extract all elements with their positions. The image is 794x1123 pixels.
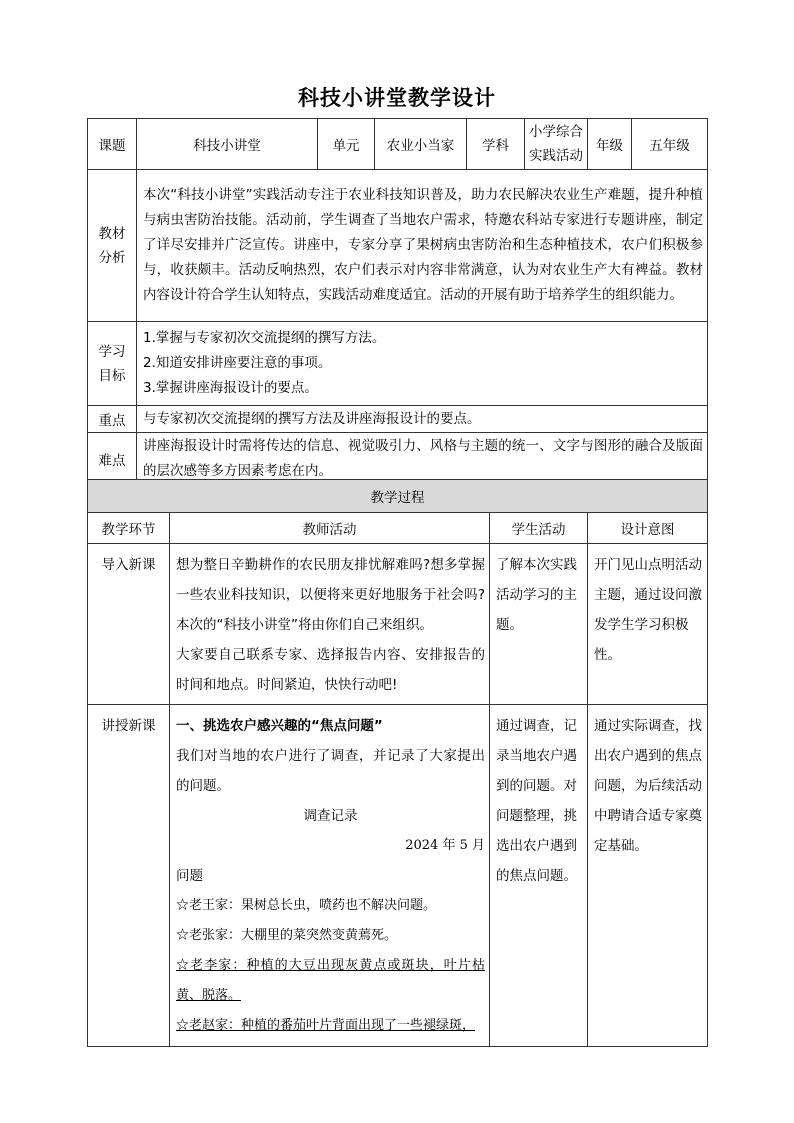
difficulty-label: 难点	[88, 433, 137, 485]
problem-item: ☆老赵家：种植的番茄叶片背面出现了一些褪绿斑，	[176, 1018, 476, 1033]
analysis-label	[88, 170, 137, 322]
goals-label	[88, 322, 137, 406]
difficulty-text: 讲座海报设计时需将传达的信息、视觉吸引力、风格与主题的统一、文字与图形的融合及版面的层次感等多方因素考虑在内。	[137, 433, 708, 485]
teaching-process-table	[87, 479, 708, 1047]
subject-label: 学科	[467, 119, 525, 170]
intro-teacher-p1: 想为整日辛勤耕作的农民朋友排忧解难吗?想多掌握一些农业科技知识，以便将来更好地服务于社会吗?本次的“科技小讲堂”将由你们自己来组织。	[176, 557, 485, 633]
goal-item: 2.知道安排讲座要注意的事项。	[143, 355, 332, 371]
analysis-text: 本次“科技小讲堂”实践活动专注于农业科技知识普及，助力农民解决农业生产难题，提升种植与病虫害防治技能。活动前，学生调查了当地农户需求，特邀农科站专家进行专题讲座，制定了详尽安排并广泛宣传。讲座中，专家分享了果树病虫害防治和生态种植技术，农户们积极参与，收获颇丰。活动反响热烈，农户们表示对内容非常满意，认为对农业生产大有裨益。教材内容设计符合学生认知特点，实践活动难度适宜。活动的开展有助于培养学生的组织能力。	[137, 170, 708, 322]
survey-date: 2024 年 5 月	[405, 838, 485, 853]
survey-title: 调查记录	[303, 808, 358, 824]
process-header: 教学过程	[88, 480, 708, 513]
unit-value: 农业小当家	[375, 119, 467, 170]
grade-value: 五年级	[632, 119, 708, 170]
intro-student-activity: 了解本次实践活动学习的主题。	[490, 544, 588, 705]
unit-label: 单元	[318, 119, 375, 170]
grade-label: 年级	[588, 119, 632, 170]
course-info-table	[87, 118, 708, 485]
column-student: 学生活动	[490, 513, 588, 544]
key-text: 与专家初次交流提纲的撰写方法及讲座海报设计的要点。	[137, 406, 708, 433]
subject-value-line1: 小学综合	[529, 124, 583, 140]
topic-label: 课题	[88, 119, 137, 170]
column-intent: 设计意图	[588, 513, 708, 544]
lecture-stage: 讲授新课	[88, 705, 170, 1047]
column-stage: 教学环节	[88, 513, 170, 544]
key-label: 重点	[88, 406, 137, 433]
topic-value: 科技小讲堂	[137, 119, 318, 170]
lecture-student-activity: 通过调查，记录当地农户遇到的问题。对问题整理，挑选出农户遇到的焦点问题。	[490, 705, 588, 1047]
intro-design-intent: 开门见山点明活动主题，通过设问激发学生学习积极性。	[588, 544, 708, 705]
problem-item: ☆老李家：种植的大豆出现灰黄点或斑块，叶片枯黄、脱落。	[176, 958, 485, 1003]
lecture-intro-text: 我们对当地的农户进行了调查，并记录了大家提出的问题。	[176, 748, 485, 794]
subject-value	[525, 119, 588, 170]
intro-stage: 导入新课	[88, 544, 170, 705]
column-teacher: 教师活动	[170, 513, 490, 544]
analysis-label-line1: 教材	[98, 225, 126, 242]
lecture-heading: 一、挑选农户感兴趣的“焦点问题”	[176, 718, 383, 734]
problem-item: ☆老张家：大棚里的菜突然变黄蔫死。	[176, 928, 398, 943]
goals-list	[137, 322, 708, 406]
intro-teacher-p2: 大家要自己联系专家、选择报告内容、安排报告的时间和地点。时间紧迫，快快行动吧!	[176, 647, 485, 693]
intro-teacher-activity	[170, 544, 490, 705]
goals-label-line2: 目标	[98, 367, 126, 384]
lecture-design-intent: 通过实际调查，找出农户遇到的焦点问题，为后续活动中聘请合适专家奠定基础。	[588, 705, 708, 1047]
analysis-label-line2: 分析	[98, 249, 126, 266]
subject-value-line2: 实践活动	[529, 148, 583, 164]
document-title: 科技小讲堂教学设计	[298, 86, 496, 110]
problem-item: ☆老王家：果树总长虫，喷药也不解决问题。	[176, 898, 437, 913]
goal-item: 1.掌握与专家初次交流提纲的撰写方法。	[143, 330, 386, 346]
lecture-teacher-activity	[170, 705, 490, 1047]
goal-item: 3.掌握讲座海报设计的要点。	[143, 380, 318, 396]
problem-label: 问题	[176, 868, 203, 884]
goals-label-line1: 学习	[98, 343, 126, 360]
